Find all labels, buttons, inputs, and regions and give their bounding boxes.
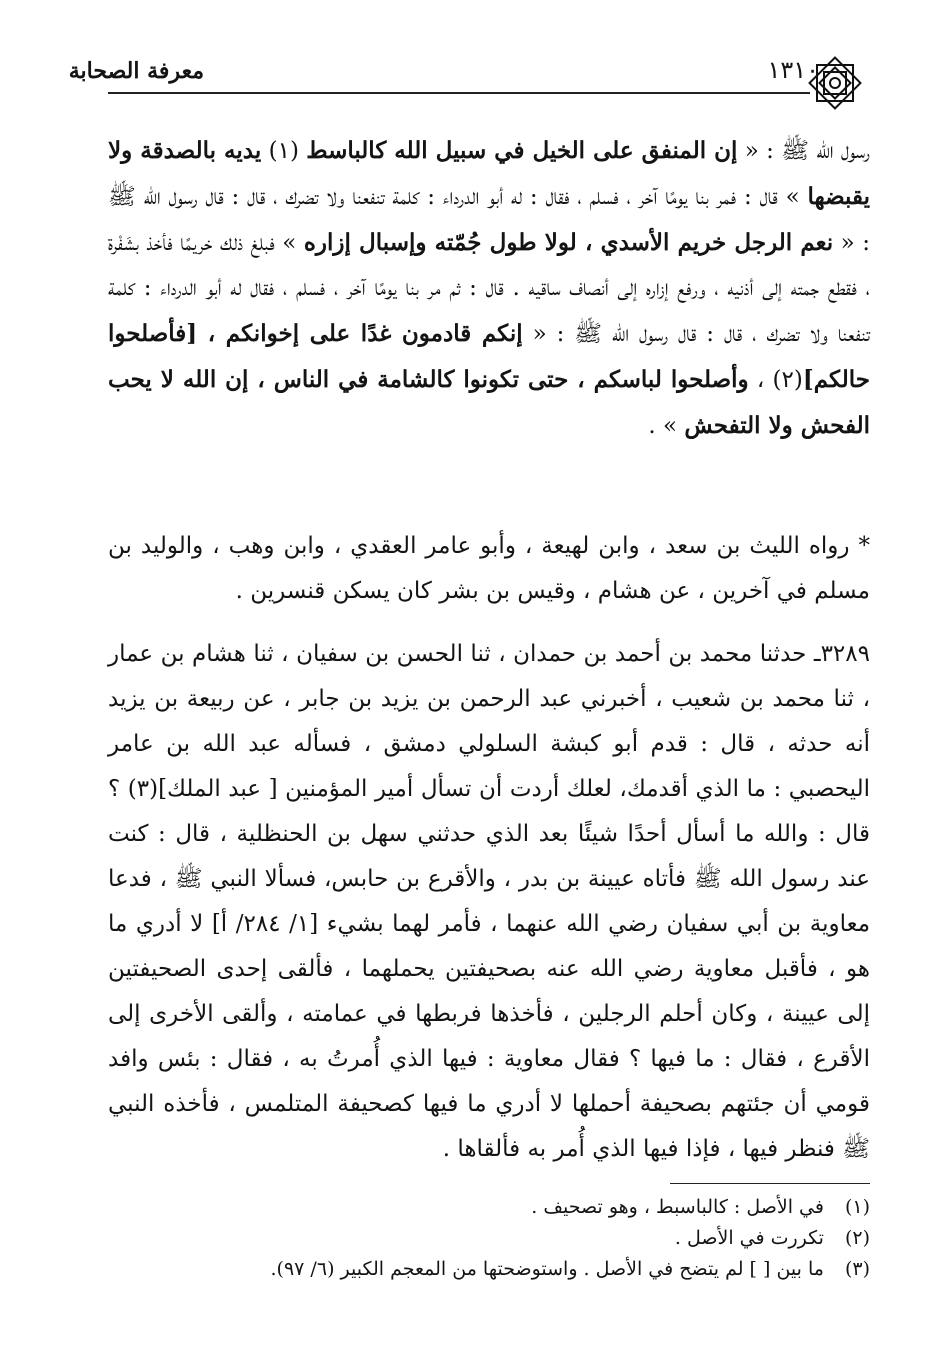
footnote-mark: (٢)	[844, 1227, 870, 1249]
star-ornament-icon	[808, 56, 862, 110]
hadith-quote: وأصلحوا لباسكم ، حتى تكونوا كالشامة في الناس ، إن الله لا يحب الفحش ولا التفحش	[108, 366, 870, 439]
footnote-text: ما بين [ ] لم يتضح في الأصل . واستوضحتها من المعجم الكبير (٦/ ٩٧).	[270, 1258, 824, 1280]
book-title: معرفة الصحابة	[68, 58, 204, 84]
hadith-quote: نعم الرجل خريم الأسدي ، لولا طول جُمّته وإسبال إزاره	[303, 229, 834, 256]
hadith-paragraph	[108, 128, 870, 449]
text-run: » .	[648, 413, 685, 439]
footnote-item	[108, 1223, 870, 1254]
narration-note: * رواه الليث بن سعد ، وابن لهيعة ، وأبو عامر العقدي ، وابن وهب ، والوليد بن مسلم في آخرين ، عن هشام ، وقيس بن بشر كان يسكن قنسرين .	[108, 533, 870, 604]
footnote-mark: (٣)	[844, 1258, 870, 1280]
hadith-quote: إن المنفق على الخيل في سبيل الله كالباسط	[306, 137, 738, 164]
hadith-quote: إنكم قادمون غدًا على إخوانكم ، [فأصلحوا حالكم]	[108, 320, 870, 393]
footnotes	[108, 1192, 870, 1285]
text-run: » فبلغ ذلك خريمًا فأخذ بشَفْرة ، فقطع جمته إلى أذنيه ، ورفع إزاره إلى أنصاف ساقيه . قال : ثم مر بنا يومًا آخر ، فسلم ، فقال له أبو الدرداء : كلمة تنفعنا ولا تضرك ، قال : قال رسول الله ﷺ : «	[108, 230, 871, 347]
header-rule	[108, 92, 810, 94]
footnote-item	[108, 1254, 870, 1285]
text-run: » قال : فمر بنا يومًا آخر ، فسلم ، فقال : له أبو الدرداء : كلمة تنفعنا ولا تضرك ، قال : قال رسول الله ﷺ : «	[108, 184, 870, 256]
footnote-text: تكررت في الأصل .	[674, 1227, 824, 1249]
footnote-mark: (١)	[844, 1196, 870, 1218]
footnote-ref: (١)	[261, 138, 307, 164]
footnote-rule	[670, 1183, 870, 1184]
footnote-item	[108, 1192, 870, 1223]
page-number: ١٣١٠	[767, 56, 819, 84]
hadith-quote: يديه بالصدقة ولا يقبضها	[108, 137, 870, 210]
hadith-3289: ٣٢٨٩ـ حدثنا محمد بن أحمد بن حمدان ، ثنا الحسن بن سفيان ، ثنا هشام بن عمار ، ثنا محمد بن شعيب ، أخبرني عبد الرحمن بن يزيد بن جابر ، عن ربيعة بن يزيد أنه حدثه ، قال : قدم أبو كبشة السلولي دمشق ، فسأله عبد الله بن عامر اليحصبي : ما الذي أقدمك، لعلك أردت أن تسأل أمير المؤمنين [ عبد الملك](٣) ؟ قال : والله ما أسأل أحدًا شيئًا بعد الذي حدثني سهل بن الحنظلية ، قال : كنت عند رسول الله ﷺ فأتاه عيينة بن بدر ، والأقرع بن حابس، فسألا النبي ﷺ ، فدعا معاوية بن أبي سفيان رضي الله عنهما ، فأمر لهما بشيء [١/ ٢٨٤/ أ] لا أدري ما هو ، فأقبل معاوية رضي الله عنه بصحيفتين يحملهما ، فألقى إحدى الصحيفتين إلى عيينة ، وكان أحلم الرجلين ، فأخذها فربطها في عمامته ، وألقى الأخرى إلى الأقرع ، فقال : ما فيها ؟ فقال معاوية : فيها الذي أُمرتُ به ، فقال : بئس وافد قومي أن جئتهم بصحيفة أحملها لا أدري ما فيها كصحيفة المتلمس ، فأخذه النبي ﷺ فنظر فيها ، فإذا فيها الذي أُمر به فألقاها .	[108, 641, 871, 1162]
text-run: رسول الله ﷺ : «	[737, 138, 870, 164]
footnote-ref: (٢) ،	[748, 367, 803, 393]
footnote-text: في الأصل : كالباسبط ، وهو تصحيف .	[531, 1196, 824, 1218]
